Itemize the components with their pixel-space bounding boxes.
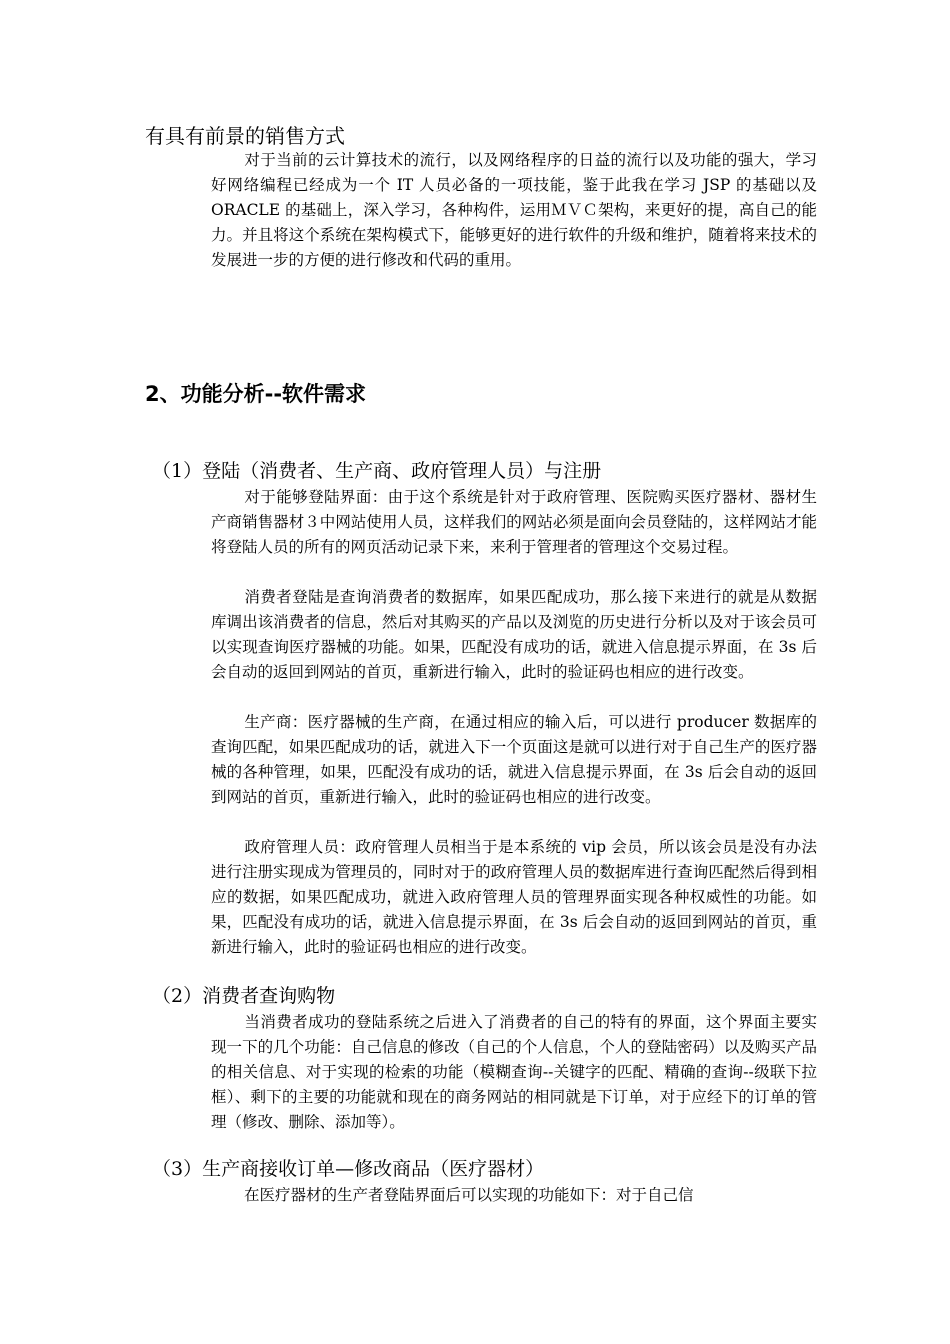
section-2-heading: 2、功能分析--软件需求 xyxy=(145,382,367,406)
subsection-1-paragraph-consumer: 消费者登陆是查询消费者的数据库，如果匹配成功，那么接下来进行的就是从数据库调出该消费者的信息，然后对其购买的产品以及浏览的历史进行分析以及对于该会员可以实现查询医疗器械的功能。如果，匹配没有成功的话，就进入信息提示界面，在 3s 后会自动的返回到网站的首页，重新进行输入，此时的验证码也相应的进行改变。 xyxy=(211,588,817,681)
subsection-1-paragraph-login: 对于能够登陆界面：由于这个系统是针对于政府管理、医院购买医疗器材、器材生产商销售器材３中网站使用人员，这样我们的网站必须是面向会员登陆的，这样网站才能将登陆人员的所有的网页活动记录下来，来利于管理者的管理这个交易过程。 xyxy=(211,488,817,556)
subsection-1-heading: （1）登陆（消费者、生产商、政府管理人员）与注册 xyxy=(152,460,602,482)
intro-paragraph: 对于当前的云计算技术的流行，以及网络程序的日益的流行以及功能的强大，学习好网络编程已经成为一个 IT 人员必备的一项技能，鉴于此我在学习 JSP 的基础以及 ORACLE 的基础上，深入学习，各种构件，运用ＭＶＣ架构，来更好的提，高自己的能力。并且将这个系统在架构模式下，能够更好的进行软件的升级和维护，随着将来技术的发展进一步的方便的进行修改和代码的重用。 xyxy=(211,151,817,269)
subsection-1-paragraph-producer: 生产商：医疗器械的生产商，在通过相应的输入后，可以进行 producer 数据库的查询匹配，如果匹配成功的话，就进入下一个页面这是就可以进行对于自己生产的医疗器械的各种管理，如果，匹配没有成功的话，就进入信息提示界面，在 3s 后会自动的返回到网站的首页，重新进行输入，此时的验证码也相应的进行改变。 xyxy=(211,713,817,806)
subsection-1-paragraph-government: 政府管理人员：政府管理人员相当于是本系统的 vip 会员，所以该会员是没有办法进行注册实现成为管理员的，同时对于的政府管理人员的数据库进行查询匹配然后得到相应的数据，如果匹配成功，就进入政府管理人员的管理界面实现各种权威性的功能。如果，匹配没有成功的话，就进入信息提示界面，在 3s 后会自动的返回到网站的首页，重新进行输入，此时的验证码也相应的进行改变。 xyxy=(211,838,817,956)
subsection-3-heading: （3）生产商接收订单—修改商品（医疗器材） xyxy=(152,1158,545,1180)
subsection-2-heading: （2）消费者查询购物 xyxy=(152,985,336,1007)
intro-heading: 有具有前景的销售方式 xyxy=(145,124,345,148)
subsection-2-paragraph: 当消费者成功的登陆系统之后进入了消费者的自己的特有的界面，这个界面主要实现一下的几个功能：自己信息的修改（自己的个人信息，个人的登陆密码）以及购买产品的相关信息、对于实现的检索的功能（模糊查询--关键字的匹配、精确的查询--级联下拉框）、剩下的主要的功能就和现在的商务网站的相同就是下订单，对于应经下的订单的管理（修改、删除、添加等）。 xyxy=(211,1013,817,1131)
subsection-3-paragraph: 在医疗器材的生产者登陆界面后可以实现的功能如下：对于自己信 xyxy=(244,1186,694,1204)
